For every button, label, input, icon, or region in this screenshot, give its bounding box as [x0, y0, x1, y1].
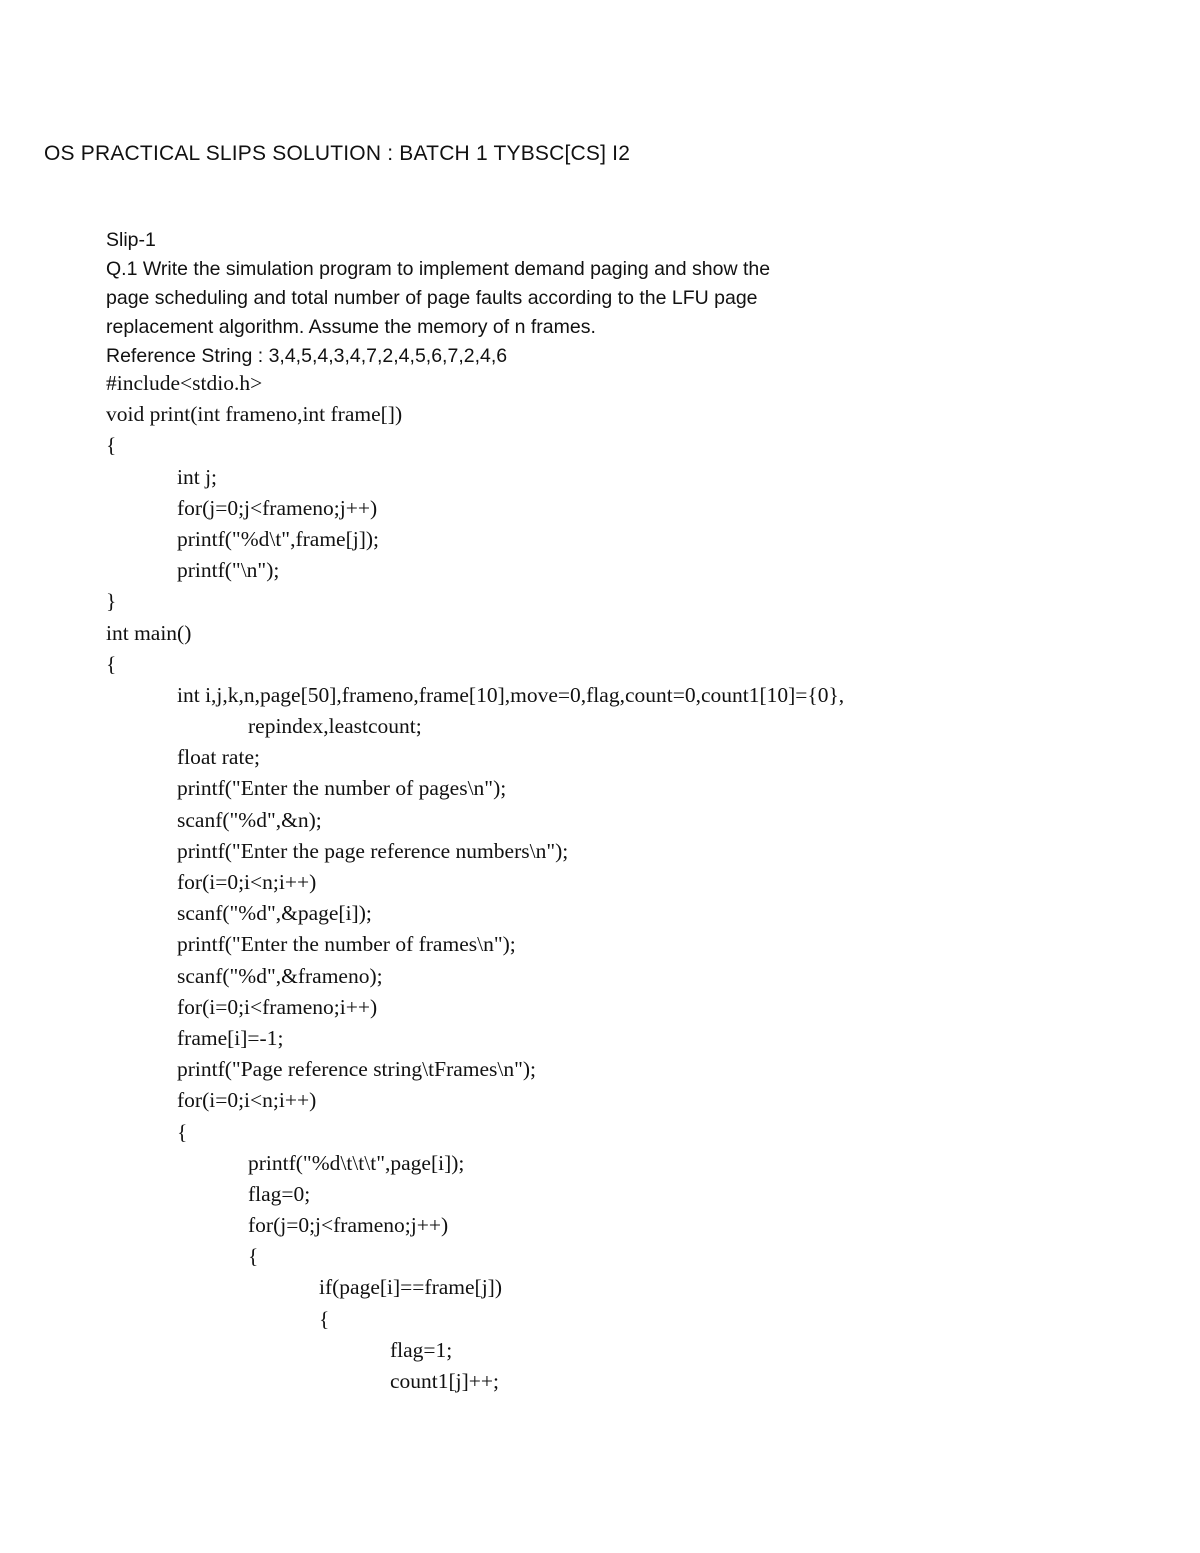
code-line: flag=1;	[390, 1337, 453, 1362]
code-line: int main()	[106, 620, 192, 645]
code-line: for(i=0;i<n;i++)	[177, 1088, 317, 1113]
code-line: scanf("%d",&page[i]);	[177, 901, 372, 926]
code-line: printf("Enter the page reference numbers\n");	[177, 838, 569, 863]
code-line: frame[i]=-1;	[177, 1025, 284, 1050]
code-line: printf("\n");	[177, 558, 280, 583]
question-line: Q.1 Write the simulation program to implement demand paging and show the	[106, 258, 771, 280]
code-line: float rate;	[177, 745, 260, 770]
code-line: void print(int frameno,int frame[])	[106, 402, 403, 427]
code-line: {	[177, 1119, 188, 1144]
code-line: for(i=0;i<n;i++)	[177, 870, 317, 894]
code-line: {	[106, 433, 117, 458]
question-line: replacement algorithm. Assume the memory of n frames.	[106, 316, 596, 338]
code-line: count1[j]++;	[390, 1369, 500, 1393]
code-line: for(i=0;i<frameno;i++)	[177, 994, 378, 1019]
reference-string-line: Reference String : 3,4,5,4,3,4,7,2,4,5,6,7,2,4,6	[106, 345, 508, 367]
code-line: }	[106, 589, 117, 614]
slip-label: Slip-1	[106, 229, 156, 251]
code-line: for(j=0;j<frameno;j++)	[177, 495, 378, 520]
question-line: page scheduling and total number of page faults according to the LFU page	[106, 287, 758, 309]
code-line: printf("%d\t\t\t",page[i]);	[248, 1150, 465, 1175]
code-listing	[106, 368, 844, 1397]
code-line: if(page[i]==frame[j])	[319, 1275, 503, 1300]
code-line: int j;	[177, 464, 218, 489]
code-line: scanf("%d",&n);	[177, 807, 322, 832]
question-block	[106, 226, 770, 371]
code-line: scanf("%d",&frameno);	[177, 963, 383, 988]
code-line: repindex,leastcount;	[248, 714, 422, 739]
code-line: #include<stdio.h>	[106, 371, 263, 395]
code-line: printf("%d\t",frame[j]);	[177, 526, 380, 551]
code-line: {	[106, 651, 117, 676]
code-line: printf("Page reference string\tFrames\n");	[177, 1057, 537, 1082]
code-line: {	[248, 1244, 259, 1269]
code-line: printf("Enter the number of frames\n");	[177, 932, 516, 957]
code-line: {	[319, 1306, 330, 1331]
code-line: for(j=0;j<frameno;j++)	[248, 1213, 449, 1238]
code-line: printf("Enter the number of pages\n");	[177, 776, 507, 801]
code-line: flag=0;	[248, 1181, 311, 1206]
code-line: int i,j,k,n,page[50],frameno,frame[10],move=0,flag,count=0,count1[10]={0},	[177, 682, 845, 707]
document-title: OS PRACTICAL SLIPS SOLUTION : BATCH 1 TYBSC[CS] I2	[44, 142, 631, 165]
